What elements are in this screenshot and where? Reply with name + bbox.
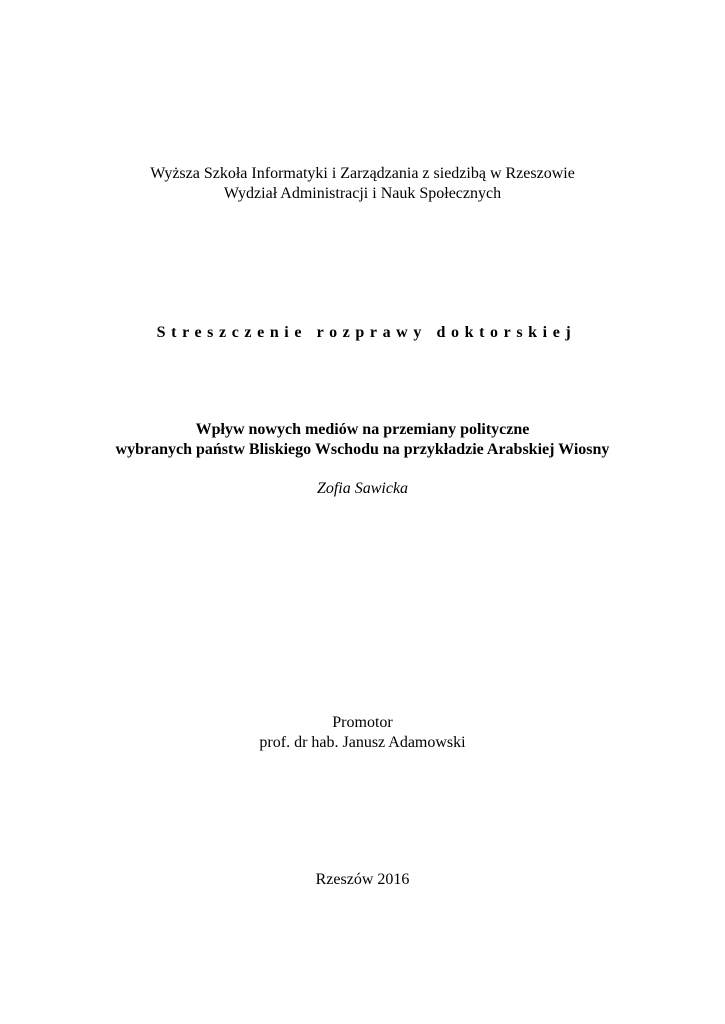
thesis-title-line-1: Wpływ nowych mediów na przemiany polityczne	[195, 421, 530, 438]
place-and-year: Rzeszów 2016	[315, 871, 410, 888]
document-type-heading: Streszczenie rozprawy doktorskiej	[156, 324, 577, 341]
author-name: Zofia Sawicka	[316, 480, 409, 497]
supervisor-name: prof. dr hab. Janusz Adamowski	[259, 734, 466, 751]
supervisor-label: Promotor	[332, 714, 393, 731]
thesis-title-line-2: wybranych państw Bliskiego Wschodu na przykładzie Arabskiej Wiosny	[115, 441, 610, 458]
university-name: Wyższa Szkoła Informatyki i Zarządzania z siedzibą w Rzeszowie	[150, 165, 575, 182]
faculty-name: Wydział Administracji i Nauk Społecznych	[223, 185, 502, 202]
